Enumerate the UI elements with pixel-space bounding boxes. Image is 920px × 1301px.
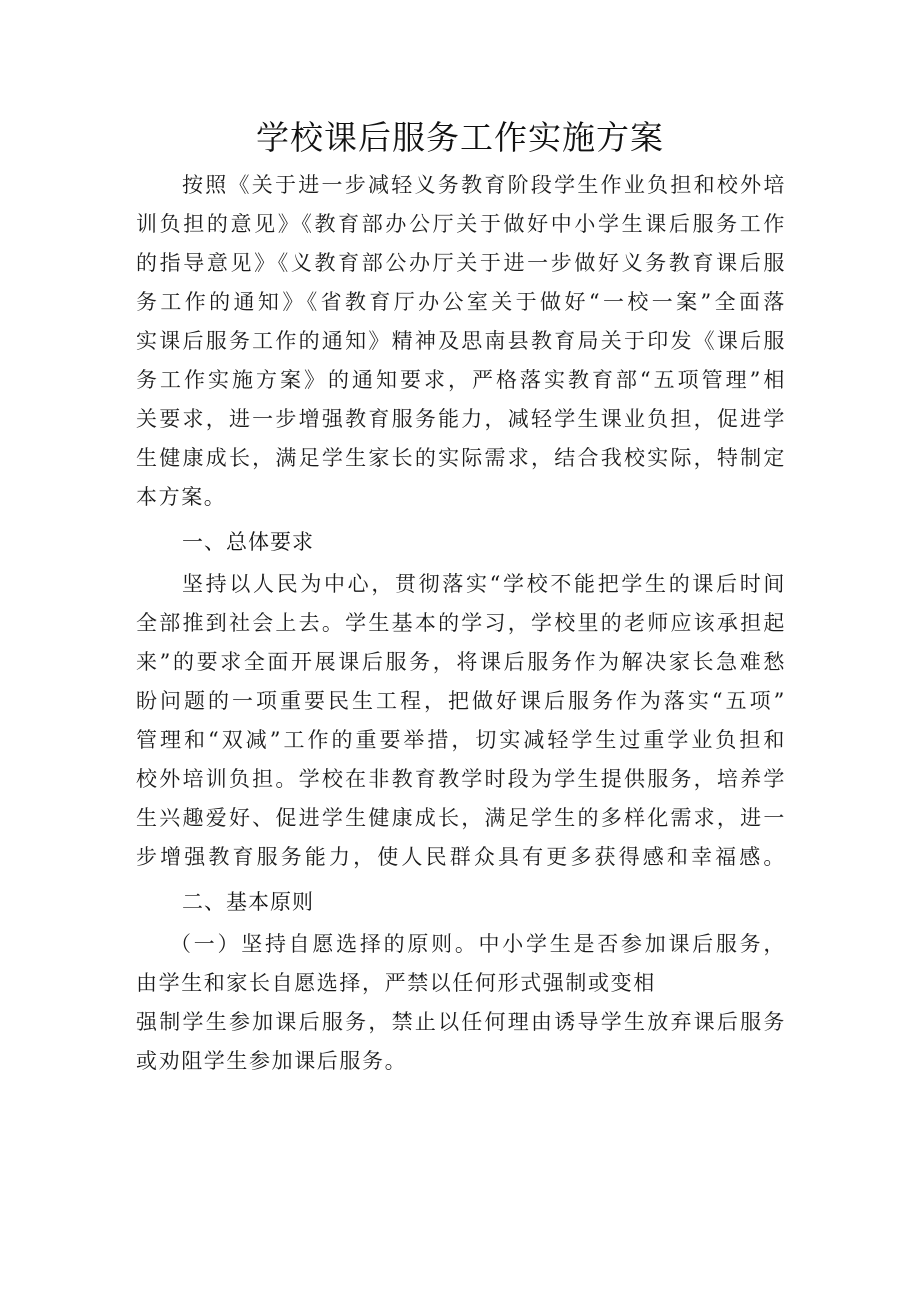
text-line: 关要求，进一步增强教育服务能力，减轻学生课业负担，促进学 [136, 407, 786, 431]
section-heading-principles: 二、基本原则 [182, 890, 314, 914]
text-line: （一）坚持自愿选择的原则。中小学生是否参加课后服务， [170, 932, 786, 956]
text-line: 校外培训负担。学校在非教育教学时段为学生提供服务，培养学 [136, 767, 786, 791]
section-heading-general: 一、总体要求 [182, 530, 314, 554]
text-line: 按照《关于进一步减轻义务教育阶段学生作业负担和校外培 [182, 173, 786, 197]
paragraph-intro [136, 166, 786, 517]
text-line: 务工作的通知》《省教育厅办公室关于做好“一校一案”全面落 [136, 290, 786, 314]
paragraph-principles [136, 925, 786, 1081]
document-body [136, 166, 786, 1081]
text-line: 或劝阻学生参加课后服务。 [136, 1049, 408, 1073]
text-line: 盼问题的一项重要民生工程，把做好课后服务作为落实“五项” [136, 689, 786, 713]
text-line: 全部推到社会上去。学生基本的学习，学校里的老师应该承担起 [136, 611, 786, 635]
text-line: 的指导意见》《义教育部公办厅关于进一步做好义务教育课后服 [136, 251, 786, 275]
text-line: 强制学生参加课后服务，禁止以任何理由诱导学生放弃课后服务 [136, 1010, 786, 1034]
text-line: 由学生和家长自愿选择，严禁以任何形式强制或变相 [136, 971, 656, 995]
text-line: 坚持以人民为中心，贯彻落实“学校不能把学生的课后时间 [182, 572, 786, 596]
text-line: 训负担的意见》《教育部办公厅关于做好中小学生课后服务工作 [136, 212, 786, 236]
text-line: 生兴趣爱好、促进学生健康成长，满足学生的多样化需求，进一 [136, 806, 786, 830]
text-line: 务工作实施方案》的通知要求，严格落实教育部“五项管理”相 [136, 368, 786, 392]
text-line: 本方案。 [136, 485, 227, 509]
text-line: 管理和“双减”工作的重要举措，切实减轻学生过重学业负担和 [136, 728, 786, 752]
text-line: 来”的要求全面开展课后服务，将课后服务作为解决家长急难愁 [136, 650, 786, 674]
text-line: 实课后服务工作的通知》精神及思南县教育局关于印发《课后服 [136, 329, 786, 353]
text-line: 生健康成长，满足学生家长的实际需求，结合我校实际，特制定 [136, 446, 786, 470]
document-title: 学校课后服务工作实施方案 [256, 118, 664, 157]
paragraph-general-requirements [136, 565, 786, 877]
text-line: 步增强教育服务能力，使人民群众具有更多获得感和幸福感。 [136, 845, 786, 869]
